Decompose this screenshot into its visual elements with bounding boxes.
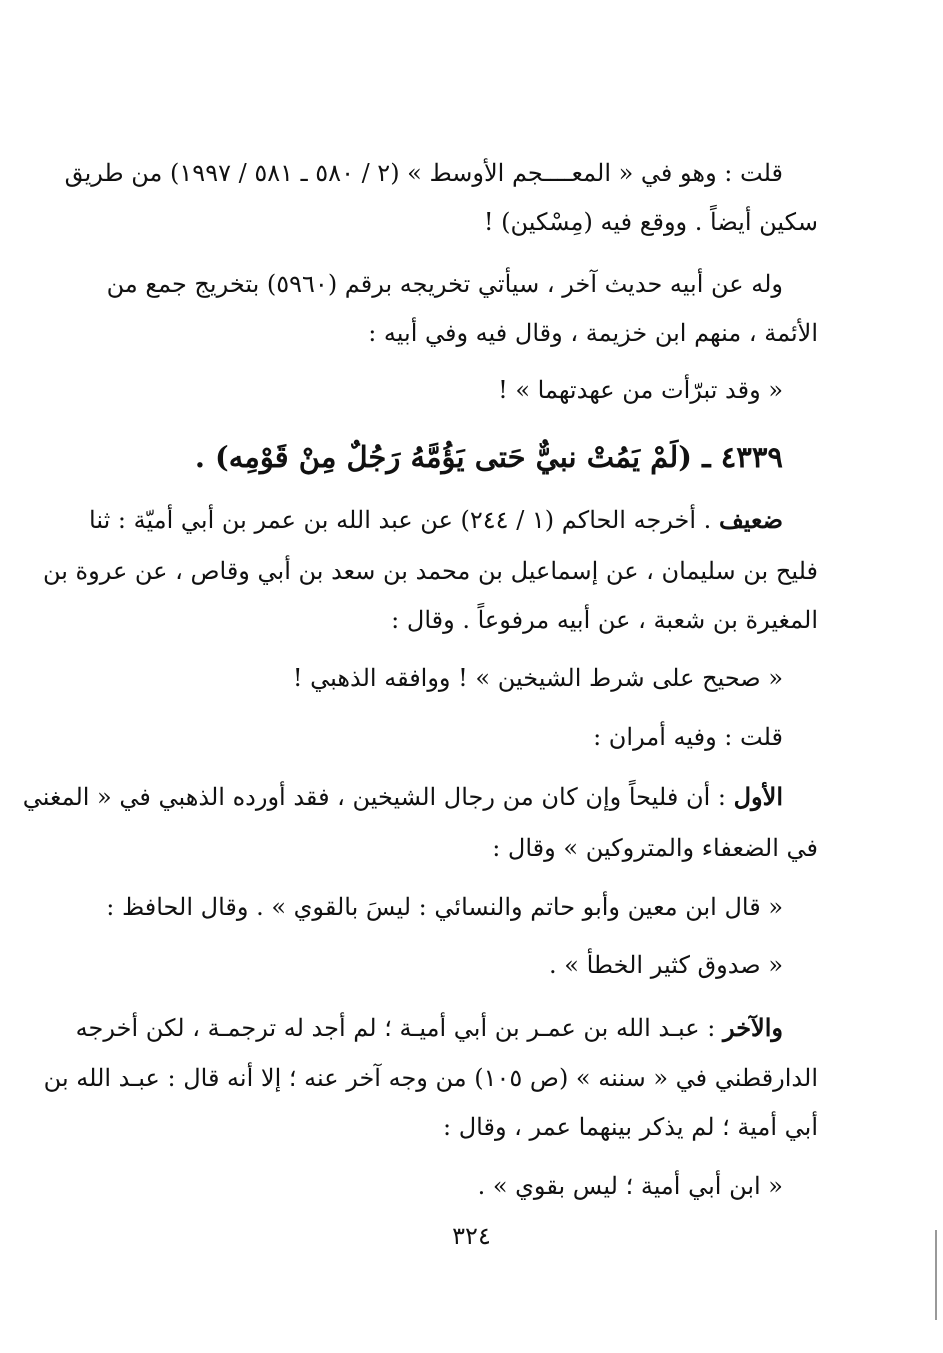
lead-word: الأول <box>733 782 783 811</box>
quote-line: « صدوق كثير الخطأ » . <box>549 951 783 979</box>
text-line: ضعيف . أخرجه الحاكم (١ / ٢٤٤) عن عبد الله بن عمر بن أبي أميّة : ثنا <box>89 505 783 534</box>
text-line: سكين أيضاً . ووقع فيه (مِسْكين) ! <box>483 208 818 236</box>
text-line: وله عن أبيه حديث آخر ، سيأتي تخريجه برقم (٥٩٦٠) بتخريج جمع من <box>106 270 783 298</box>
quote-line: « ابن أبي أمية ؛ ليس بقوي » . <box>477 1172 783 1200</box>
text-line: الأول : أن فليحاً وإن كان من رجال الشيخين ، فقد أورده الذهبي في « المغني <box>22 782 783 811</box>
text-line: المغيرة بن شعبة ، عن أبيه مرفوعاً . وقال : <box>391 606 818 634</box>
quote-line: « وقد تبرّأت من عهدتهما » ! <box>498 376 783 404</box>
lead-word: والآخر <box>722 1013 783 1042</box>
lead-word: ضعيف <box>718 505 783 534</box>
quote-line: « صحيح على شرط الشيخين » ! ووافقه الذهبي ! <box>292 664 783 692</box>
page-number: ٣٢٤ <box>452 1222 491 1250</box>
text-line: أبي أمية ؛ لم يذكر بينهما عمر ، وقال : <box>443 1113 818 1141</box>
quote-line: « قال ابن معين وأبو حاتم والنسائي : ليسَ بالقوي » . وقال الحافظ : <box>106 893 783 921</box>
scan-edge-mark <box>935 1230 937 1320</box>
text-line: الدارقطني في « سننه » (ص ١٠٥) من وجه آخر عنه ؛ إلا أنه قال : عبـد الله بن <box>43 1064 818 1092</box>
text-line: والآخر : عبـد الله بن عمـر بن أبي أميـة ؛ لم أجد له ترجمـة ، لكن أخرجه <box>75 1013 783 1042</box>
text-line: قلت : وهو في « المعــــجم الأوسط » (٢ / ٥٨٠ ـ ٥٨١ / ١٩٩٧) من طريق <box>64 159 783 187</box>
text-line: الأئمة ، منهم ابن خزيمة ، وقال فيه وفي أبيه : <box>368 319 818 347</box>
text-line: في الضعفاء والمتروكين » وقال : <box>492 834 818 862</box>
text-line: فليح بن سليمان ، عن إسماعيل بن محمد بن سعد بن أبي وقاص ، عن عروة بن <box>42 557 818 585</box>
text-line: قلت : وفيه أمران : <box>593 723 783 751</box>
hadith-heading: ٤٣٣٩ ـ (لَمْ يَمُتْ نبيٌّ حَتى يَؤُمَّهُ رَجُلٌ مِنْ قَوْمِه) . <box>194 440 783 474</box>
